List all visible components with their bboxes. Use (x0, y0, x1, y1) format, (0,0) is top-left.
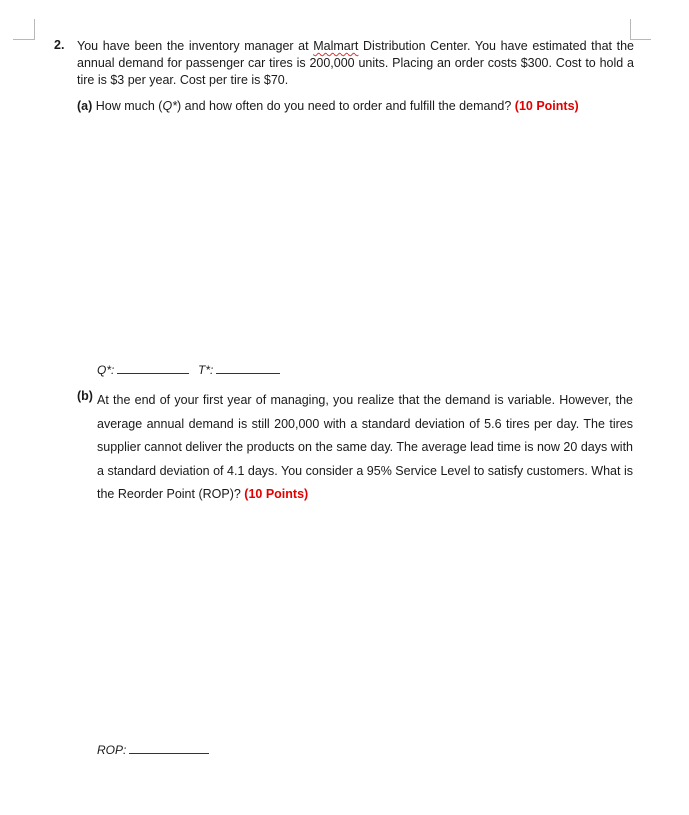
part-b-label: (b) (77, 389, 93, 403)
part-b-question (77, 389, 633, 507)
top-right-margin-marker (630, 19, 651, 40)
rop-answer-blank[interactable] (129, 742, 209, 754)
q-star-symbol: Q* (162, 99, 178, 113)
q-star-answer-blank[interactable] (117, 362, 189, 374)
part-a-question: (a) How much (Q*) and how often do you need to order and fulfill the demand? (10 Points) (77, 99, 579, 113)
q-star-answer[interactable] (97, 362, 189, 377)
part-a-label: (a) (77, 99, 93, 113)
t-star-answer[interactable] (198, 362, 280, 377)
spellcheck-flagged-word[interactable]: Malmart (313, 39, 359, 53)
top-left-margin-marker (13, 19, 35, 40)
part-b-text: At the end of your first year of managing, you realize that the demand is variable. However, the average annual demand is still 200,000 with a standard deviation of 5.6 tires per day. The tires supplier cannot deliver the products on the same day. The average lead time is now 20 days with a standard deviation of 4.1 days. You consider a 95% Service Level to satisfy customers. What is the Reorder Point (ROP)? (10 Points) (97, 393, 633, 501)
rop-answer[interactable] (97, 742, 209, 757)
t-star-answer-label: T*: (198, 363, 214, 377)
q-star-answer-label: Q*: (97, 363, 115, 377)
question-2 (54, 38, 634, 89)
t-star-answer-blank[interactable] (216, 362, 280, 374)
part-a-points: (10 Points) (514, 99, 579, 113)
question-number: 2. (54, 38, 65, 52)
part-b-points: (10 Points) (244, 487, 309, 501)
question-intro: You have been the inventory manager at Malmart Distribution Center. You have estimated that the annual demand for passenger car tires is 200,000 units. Placing an order costs $300. Cost to hold a tire is $3 per year. Cost per tire is $70. (77, 39, 634, 87)
rop-answer-label: ROP: (97, 743, 127, 757)
